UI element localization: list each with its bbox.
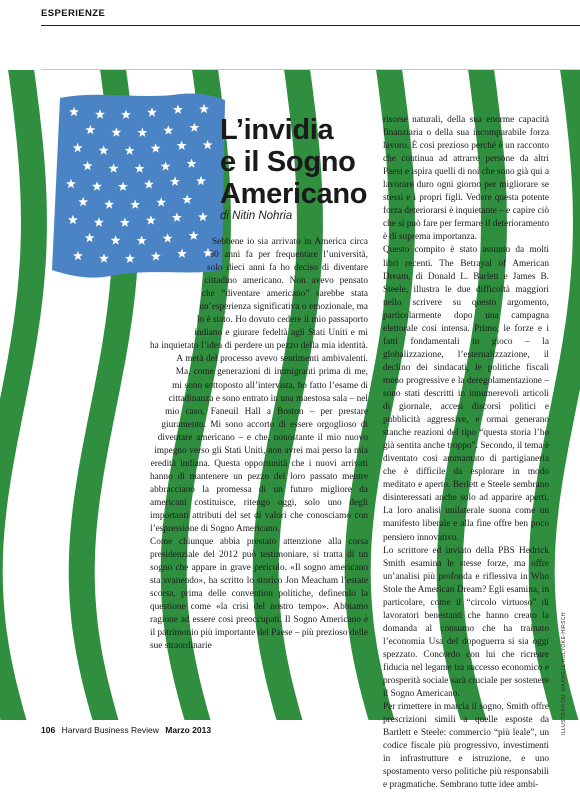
issue-date: Marzo 2013 (165, 725, 212, 735)
title-line-3: Americano (220, 178, 368, 210)
magazine-name: Harvard Business Review (61, 725, 159, 735)
body-paragraph: Come chiunque abbia prestato attenzione alla corsa presidenziale del 2012 può testimoniare, si tratta di un sogno che appare in grave pericolo. «Il sogno americano sta svanendo», ha scritto lo storico Jon Meacham l’estate scorsa, prima delle convention politiche, definendo la questione come «la crisi del nostro tempo». Abbiamo ragione ad essere così preoccupati. Il Sogno Americano è il patrimonio più importante del Paese – più prezioso delle sue straordinarie (150, 537, 368, 652)
flag-stripe (0, 70, 47, 720)
body-paragraph: risorse naturali, della sua enorme capacità finanziaria o della sua incomparabile forza lavoro. È così prezioso perché è un racconto che continua ad attrarre persone da altri Paesi e ispira quelli di noi che sono già qui a lavorare duro ogni giorno per migliorare se stessi e i propri figli. Vedere questa potente forza deteriorarsi è inquietante – e capire ciò che si può fare per fermare il deterioramento è di suprema importanza. (383, 115, 549, 243)
illustration-credit: ILLUSTRATION: MAXWELL HOLYOKE-HIRSCH (561, 612, 567, 735)
title-line-2: e il Sogno (220, 146, 356, 178)
article-column-middle (150, 236, 368, 704)
body-paragraph: Per rimettere in marcia il sogno, Smith offre prescrizioni simili a quelle esposte da Bartlett e Steele: commercio “più leale”, un codice fiscale più progressivo, investimenti in infrastrutture e istruzione, e uno spostamento verso politiche più responsabili e pragmatiche. Sembrano tutte idee ambi- (383, 702, 549, 791)
article-author: di Nitin Nohria (220, 210, 293, 222)
article-column-right (383, 114, 549, 791)
section-label: ESPERIENZE (41, 8, 106, 19)
article-title (220, 114, 367, 210)
page-footer (41, 725, 211, 735)
header-rule (41, 25, 580, 26)
title-line-1: L’invidia (220, 114, 334, 146)
body-paragraph: Lo scrittore ed inviato della PBS Hedrick Smith esamina le stesse forze, ma offre un’analisi più profonda e riflessiva in Who Stole the American Dream? Egli esamina, in particolare, come il “circolo virtuoso” di lavoratori benestanti che hanno creato la domanda al consumo che ha trainato l’economia Usa del dopoguerra si sia oggi spezzato. Concordo con lui che ricreare fiducia nel legame tra successo economico e prosperità sociale sarà cruciale per sostenere il Sogno Americano. (383, 545, 549, 700)
body-paragraph: Sebbene io sia arrivato in America circa 30 anni fa per frequentare l’università, solo dieci anni fa ho deciso di diventare cittadino americano. Non avevo pensato che “diventare americano” sarebbe stata un’esperienza significativa o emozionale, ma lo è stato. Ho dovuto cedere il mio passaporto indiano e giurare fedeltà agli Stati Uniti e mi ha inquietato l’idea di perdere un pezzo della mia identità. A metà del processo avevo sentimenti ambivalenti. Ma, come generazioni di immigranti prima di me, mi sono sottoposto all’intervista, ho fatto l’esame di cittadinanza e sono entrato in una maestosa sala – nel mio caso, Faneuil Hall a Boston – per prestare giuramento. Mi sono accorto di essere orgoglioso di diventare americano – e che, nonostante il mio nuovo impegno verso gli Stati Uniti, non avrei mai perso la mia eredità indiana. Questa opportunità che i nuovi arrivati hanno di mantenere un pezzo del loro passato mentre abbracciano la promessa di un futuro migliore da americani costituisce, ritengo oggi, solo uno degli importanti attributi del set di valori che conosciamo con l’espressione di Sogno Americano. (150, 237, 368, 535)
page-number: 106 (41, 725, 56, 735)
body-paragraph: Questo compito è stato assunto da molti libri recenti. The Betrayal of American Dream, di Donald L. Barlett e James B. Steele, illustra le due difficoltà maggiori nello scrivere su questo argomento, particolarmente dopo una campagna elettorale così intensa. Primo, le forze e i fatti fondamentali in gioco – la globalizzazione, l’esternalizzazione, il declino dei sindacati, le politiche fiscali meno progressive e la deregolamentazione – sono stati descritti in innumerevoli articoli di giornale, accesi discorsi politici e pubblicità aggressive, e ormai generano stanche reazioni del tipo “questa storia l’ho già sentita anche troppo”. Secondo, il tema è diventato così ammantato di partigianeria che è difficile da esplorare in modo meditato e aperto. Berlett e Steele sembrano disinteressati anche solo ad apparire aperti. La loro analisi unilaterale suona come un manifesto liberale e alla fine offre ben poco pensiero innovativo. (383, 245, 549, 543)
